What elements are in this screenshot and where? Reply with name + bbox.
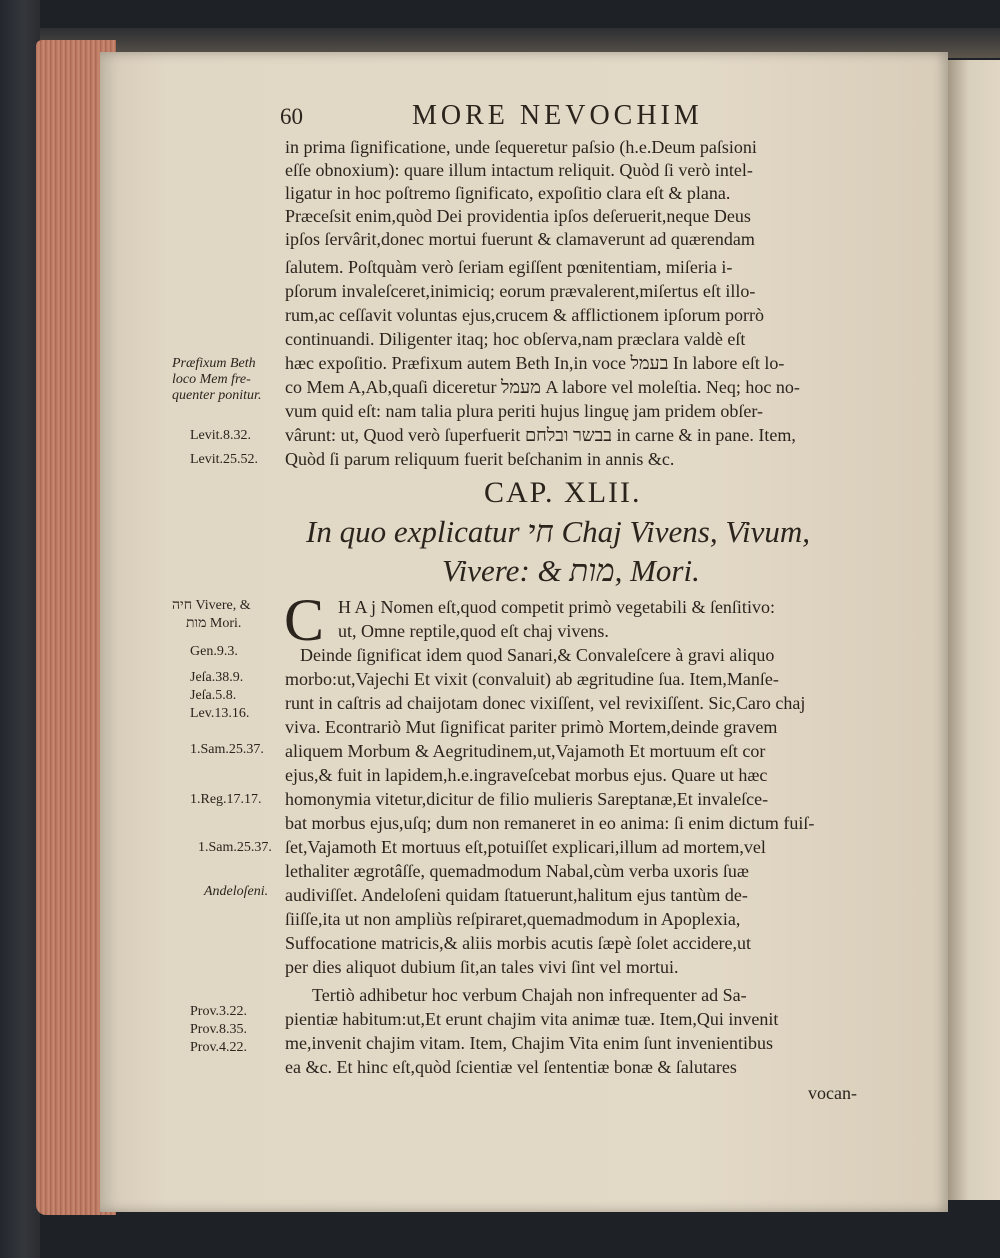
text-line: ſet,Vajamoth Et mortuus eſt,potuiſſet explicari,illum ad mortem,vel (285, 837, 766, 857)
margin-note: Gen.9.3. (190, 644, 238, 659)
text-line: bat morbus ejus,uſq; dum non remaneret in eo anima: ſi enim dictum fuiſ- (285, 813, 815, 833)
text-line: ut, Omne reptile,quod eſt chaj vivens. (338, 621, 609, 641)
margin-note: 1.Sam.25.37. (198, 840, 272, 855)
margin-note: Levit.25.52. (190, 452, 259, 467)
text-line: co Mem A,Ab,quaſi diceretur מעמל A labore vel moleſtia. Neq; hoc no- (285, 377, 800, 397)
running-head: MORE NEVOCHIM (412, 100, 703, 131)
text-line: in prima ſignificatione, unde ſequeretur paſsio (h.e.Deum paſsioni (285, 137, 757, 157)
text-line: ſalutem. Poſtquàm verò ſeriam egiſſent pœnitentiam, miſeria i- (285, 257, 733, 277)
drop-capital: C (284, 587, 325, 653)
margin-note: Præfixum Beth (172, 356, 256, 371)
text-line: ea &c. Et hinc eſt,quòd ſcientiæ vel ſententiæ bonæ & ſalutares (285, 1057, 737, 1077)
text-line: vum quid eſt: nam talia plura periti hujus linguę jam pridem obſer- (285, 401, 764, 421)
chapter-title: CAP. XLII. (484, 476, 642, 509)
text-line: runt in caſtris ad chaijotam donec vixiſſent, vel revixiſſent. Sic,Caro chaj (285, 693, 806, 713)
margin-note: loco Mem fre- (172, 372, 251, 387)
page-number: 60 (280, 104, 303, 129)
margin-note: 1.Sam.25.37. (190, 742, 264, 757)
text-line: audiviſſet. Andeloſeni quidam ſtatuerunt,halitum ejus tantùm de- (285, 885, 748, 905)
text-line: morbo:ut,Vajechi Et vixit (convaluit) ab ægritudine ſua. Item,Manſe- (285, 669, 779, 689)
margin-note: Prov.4.22. (190, 1040, 248, 1055)
text-line: per dies aliquot dubium ſit,an tales vivi ſint vel mortui. (285, 957, 679, 977)
margin-note: Levit.8.32. (190, 428, 252, 443)
book-binding (0, 0, 40, 1258)
margin-note: Prov.3.22. (190, 1004, 248, 1019)
text-line: pſorum invaleſceret,inimiciq; eorum prævalerent,miſertus eſt illo- (285, 281, 756, 301)
chapter-subtitle: In quo explicatur חי Chaj Vivens, Vivum, (306, 514, 811, 549)
text-line: pientiæ habitum:ut,Et erunt chajim vita animæ tuæ. Item,Qui invenit (285, 1009, 779, 1029)
text-line: continuandi. Diligenter itaq; hoc obſerva,nam præclara valdè eſt (285, 329, 746, 349)
margin-note: Jeſa.38.9. (190, 670, 244, 685)
margin-note: Prov.8.35. (190, 1022, 248, 1037)
text-line: ligatur in hoc poſtremo ſignificato, expoſitio clara eſt & plana. (285, 183, 731, 203)
margin-note: 1.Reg.17.17. (190, 792, 262, 807)
margin-note: Lev.13.16. (190, 706, 250, 721)
text-line: me,invenit chajim vitam. Item, Chajim Vita enim ſunt invenientibus (285, 1033, 774, 1053)
text-line: viva. Econtrariò Mut ſignificat pariter primò Mortem,deinde gravem (285, 717, 778, 737)
margin-note: Andeloſeni. (204, 884, 269, 899)
text-line: aliquem Morbum & Aegritudinem,ut,Vajamoth Et mortuum eſt cor (285, 741, 766, 761)
text-line: hæc expoſitio. Præfixum autem Beth In,in voce בעמל In labore eſt lo- (285, 353, 785, 373)
catchword: vocan- (808, 1083, 857, 1103)
text-line: Tertiò adhibetur hoc verbum Chajah non infrequenter ad Sa- (312, 985, 747, 1005)
text-line: homonymia vitetur,dicitur de filio mulieris Sareptanæ,Et invaleſce- (285, 789, 769, 809)
text-line: ſiiſſe,ita ut non ampliùs reſpiraret,quemadmodum in Apoplexia, (285, 909, 741, 929)
margin-note: Jeſa.5.8. (190, 688, 237, 703)
text-line: Suffocatione matricis,& aliis morbis acutis ſæpè ſolet accidere,ut (285, 933, 752, 953)
text-line: ejus,& fuit in lapidem,h.e.ingraveſcebat morbus ejus. Quare ut hæc (285, 765, 768, 785)
margin-note: חיה Vivere, & (172, 598, 251, 613)
text-line: Quòd ſi parum reliquum fuerit beſchanim in annis &c. (285, 449, 675, 469)
text-line: vârunt: ut, Quod verò ſuperfuerit בבשר ובלחם in carne & in pane. Item, (285, 425, 796, 445)
text-line: H A j Nomen eſt,quod competit primò vegetabili & ſenſitivo: (338, 597, 775, 617)
text-line: rum,ac ceſſavit voluntas ejus,crucem & afflictionem ipſorum porrò (285, 305, 765, 325)
text-line: Præceſsit enim,quòd Dei providentia ipſos deſeruerit,neque Deus (285, 206, 751, 226)
chapter-subtitle: Vivere: & מות, Mori. (442, 553, 700, 588)
text-line: eſſe obnoxium): quare illum intactum reliquit. Quòd ſi verò intel- (285, 160, 753, 180)
facing-page-edge (948, 60, 1000, 1200)
text-line: ipſos ſervârit,donec mortui fuerunt & clamaverunt ad quærendam (285, 229, 755, 249)
margin-note: quenter ponitur. (172, 388, 262, 403)
margin-note: מות Mori. (186, 616, 242, 631)
text-line: Deinde ſignificat idem quod Sanari,& Convaleſcere à gravi aliquo (300, 645, 775, 665)
text-line: lethaliter ægrotâſſe, quemadmodum Nabal,cùm verba uxoris ſuæ (285, 861, 749, 881)
